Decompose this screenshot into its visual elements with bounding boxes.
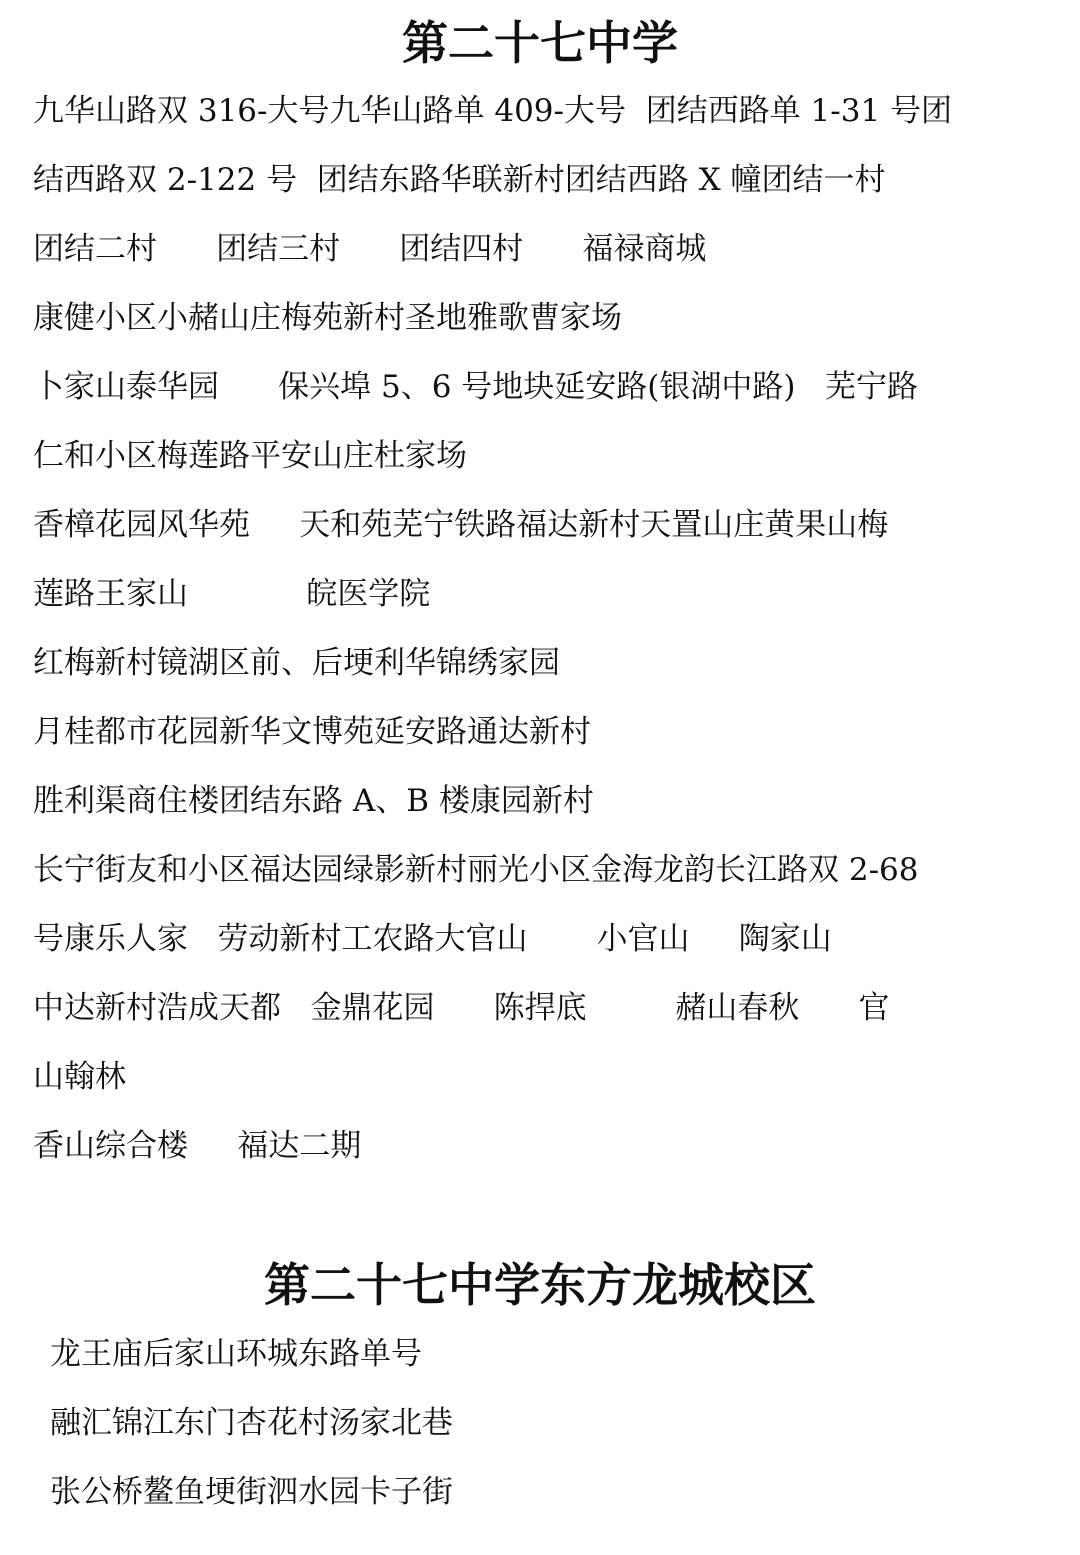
address-line: 香山综合楼 福达二期 xyxy=(33,1128,362,1164)
address-line: 团结二村 团结三村 团结四村 福禄商城 xyxy=(33,231,707,267)
address-line: 长宁街友和小区福达园绿影新村丽光小区金海龙韵长江路双 2-68 xyxy=(33,852,919,888)
address-line: 中达新村浩成天都 金鼎花园 陈捍底 赭山春秋 官 xyxy=(33,990,890,1026)
address-line: 红梅新村镜湖区前、后埂利华锦绣家园 xyxy=(33,645,560,681)
section-title-main-campus: 第二十七中学 xyxy=(402,16,678,70)
section-title-dongfang-longcheng-campus: 第二十七中学东方龙城校区 xyxy=(264,1258,816,1312)
address-line: 结西路双 2-122 号 团结东路华联新村团结西路 X 幢团结一村 xyxy=(33,162,886,198)
address-line: 莲路王家山 皖医学院 xyxy=(33,576,431,612)
address-line: 山翰林 xyxy=(33,1059,126,1095)
address-line: 月桂都市花园新华文博苑延安路通达新村 xyxy=(33,714,591,750)
address-line: 九华山路双 316-大号九华山路单 409-大号 团结西路单 1-31 号团 xyxy=(33,93,953,129)
address-line: 香樟花园风华苑 天和苑芜宁铁路福达新村天置山庄黄果山梅 xyxy=(33,507,889,543)
address-line: 康健小区小赭山庄梅苑新村圣地雅歌曹家场 xyxy=(33,300,622,336)
address-line: 卜家山泰华园 保兴埠 5、6 号地块延安路(银湖中路) 芜宁路 xyxy=(33,369,919,405)
address-line: 胜利渠商住楼团结东路 A、B 楼康园新村 xyxy=(33,783,594,819)
address-line: 融汇锦江东门杏花村汤家北巷 xyxy=(50,1405,453,1441)
address-line: 张公桥鳌鱼埂街泗水园卡子街 xyxy=(50,1474,453,1510)
address-line: 龙王庙后家山环城东路单号 xyxy=(50,1336,422,1372)
address-line: 号康乐人家 劳动新村工农路大官山 小官山 陶家山 xyxy=(33,921,832,957)
address-line: 仁和小区梅莲路平安山庄杜家场 xyxy=(33,438,467,474)
